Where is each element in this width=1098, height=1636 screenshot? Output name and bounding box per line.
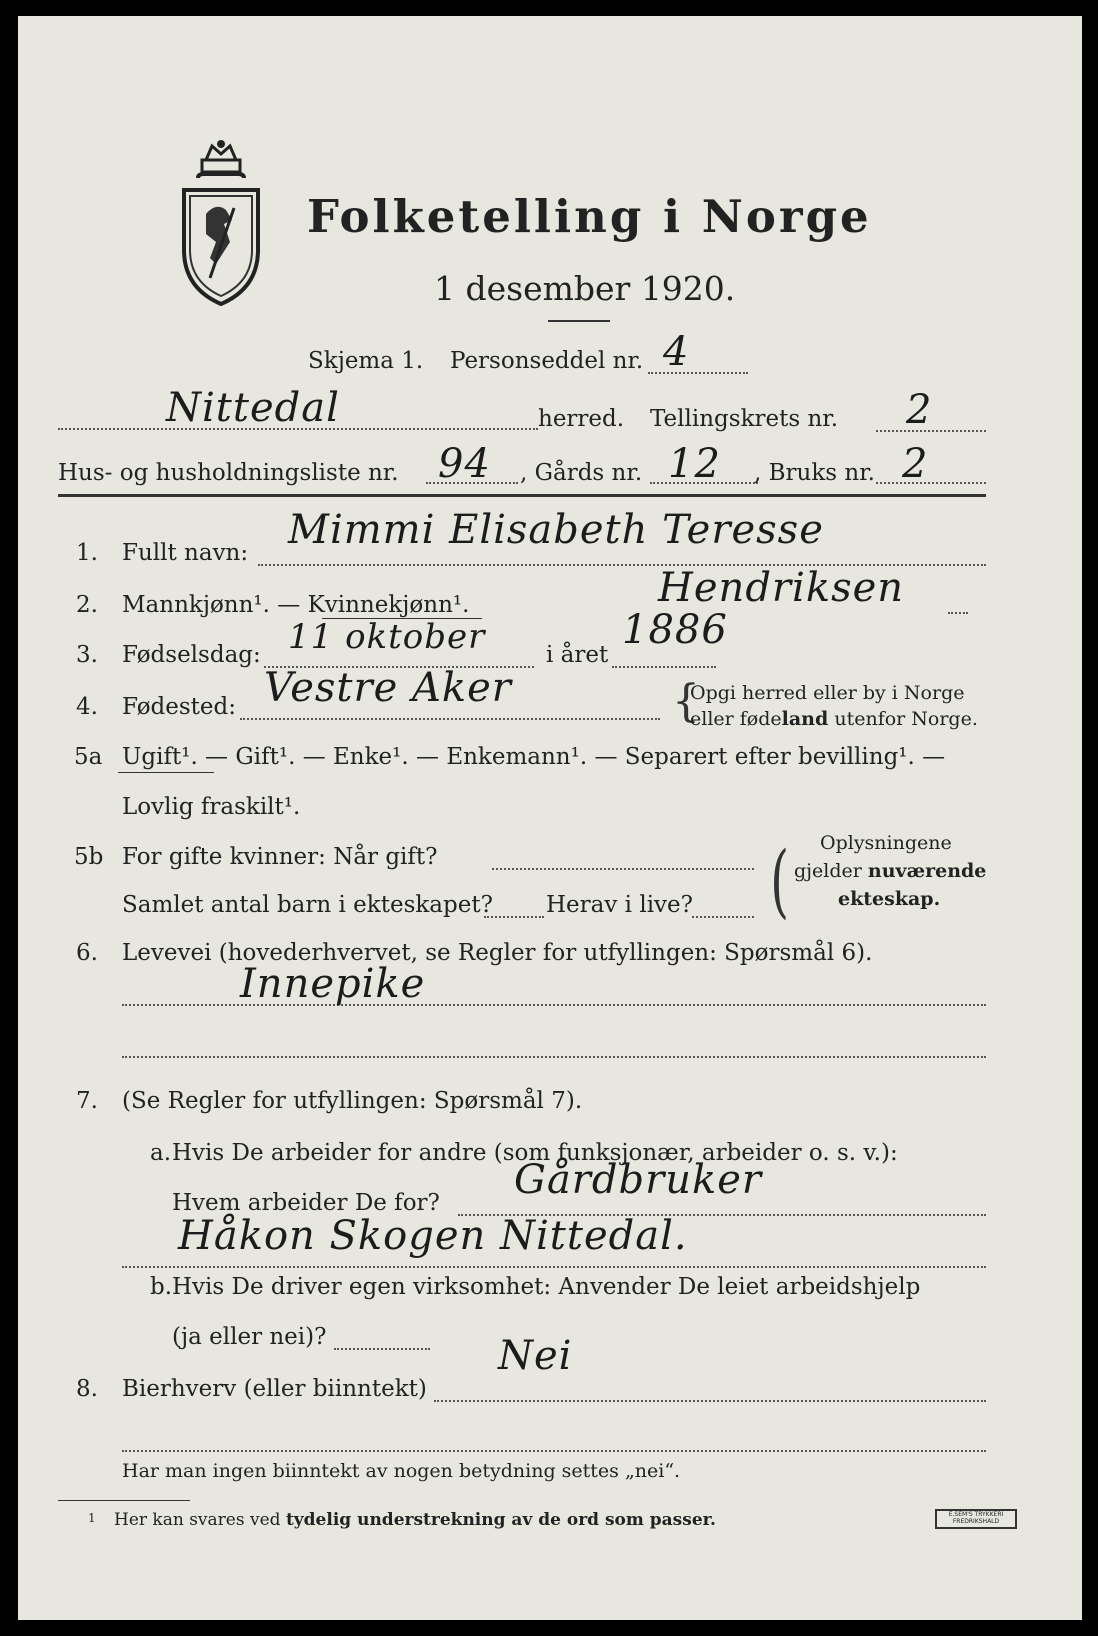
married-when-field[interactable] bbox=[492, 868, 754, 870]
personseddel-label: Personseddel nr. bbox=[450, 348, 644, 374]
marital-status-options[interactable]: Ugift¹. — Gift¹. — Enke¹. — Enkemann¹. — Separert efter bevilling¹. — bbox=[122, 744, 946, 770]
ugift-underline bbox=[118, 772, 214, 773]
skjema-label: Skjema 1. bbox=[308, 348, 424, 374]
marriage-note-line2 bbox=[794, 862, 986, 881]
printer-stamp: E.SEM'S TRYKKERI FREDRIKSHALD bbox=[935, 1509, 1017, 1529]
marriage-note-line3: ekteskap. bbox=[838, 888, 941, 910]
q6-label: Levevei (hovederhvervet, se Regler for utfyllingen: Spørsmål 6). bbox=[122, 940, 873, 966]
q4-label: Fødested: bbox=[122, 694, 237, 720]
side-income-value: Nei bbox=[498, 1333, 573, 1379]
q8-label: Bierhverv (eller biinntekt) bbox=[122, 1376, 427, 1402]
footnote-a: Her kan svares ved bbox=[114, 1510, 286, 1530]
note-line2-c: utenfor Norge. bbox=[828, 708, 978, 730]
herred-label: herred. bbox=[538, 406, 625, 432]
form-title: Folketelling i Norge bbox=[307, 190, 872, 243]
children-alive-field[interactable] bbox=[692, 916, 754, 918]
birthplace-note-line2 bbox=[690, 710, 978, 729]
employer-value: Gårdbruker bbox=[514, 1157, 763, 1203]
side-income-note: Har man ingen biinntekt av nogen betydning settes „nei“. bbox=[122, 1460, 681, 1482]
note-line2-b: land bbox=[781, 708, 829, 730]
marriage-note-brace: ( bbox=[770, 834, 789, 927]
q7a-label: Hvis De arbeider for andre (som funksjonær, arbeider o. s. v.): bbox=[172, 1140, 898, 1166]
birth-year-field[interactable] bbox=[612, 666, 716, 668]
q1-number: 1. bbox=[76, 540, 98, 566]
coat-of-arms-emblem bbox=[176, 138, 266, 306]
footnote-b: tydelig understrekning av de ord som passer. bbox=[285, 1510, 716, 1530]
q1-label: Fullt navn: bbox=[122, 540, 249, 566]
gards-value: 12 bbox=[668, 441, 721, 487]
birth-year-label: i året bbox=[546, 642, 609, 668]
birthplace-note-line1: Opgi herred eller by i Norge bbox=[690, 682, 965, 704]
footnote-rule bbox=[58, 1500, 190, 1501]
hired-help-field[interactable] bbox=[334, 1348, 430, 1350]
birthplace-value: Vestre Aker bbox=[264, 665, 512, 711]
q5b-married-when-label: For gifte kvinner: Når gift? bbox=[122, 844, 438, 870]
birthplace-note-brace: { bbox=[672, 676, 700, 727]
q7a-employer-label: Hvem arbeider De for? bbox=[172, 1190, 440, 1216]
bruks-label: , Bruks nr. bbox=[754, 460, 875, 486]
side-income-field[interactable] bbox=[434, 1400, 986, 1402]
birthplace-field[interactable] bbox=[240, 718, 660, 720]
q3-number: 3. bbox=[76, 642, 98, 668]
personseddel-value: 4 bbox=[663, 329, 690, 375]
q4-number: 4. bbox=[76, 694, 98, 720]
occupation-value: Innepike bbox=[240, 961, 426, 1007]
q7b-letter: b. bbox=[150, 1274, 173, 1300]
footnote-text bbox=[114, 1512, 716, 1529]
tellingskrets-label: Tellingskrets nr. bbox=[650, 406, 839, 432]
header-rule bbox=[58, 494, 986, 497]
marriage-note-2a: gjelder bbox=[794, 860, 868, 882]
marriage-note-2b: nuværende bbox=[867, 860, 987, 882]
footnote-number: 1 bbox=[88, 1511, 96, 1525]
employer-value-2: Håkon Skogen Nittedal. bbox=[178, 1213, 688, 1259]
full-name-value-cont: Hendriksen bbox=[658, 565, 905, 611]
q5b-alive-label: Herav i live? bbox=[546, 892, 693, 918]
q8-number: 8. bbox=[76, 1376, 98, 1402]
birth-year-value: 1886 bbox=[622, 607, 728, 653]
q7a-letter: a. bbox=[150, 1140, 172, 1166]
birthday-value: 11 oktober bbox=[288, 617, 486, 657]
employer-field-2[interactable] bbox=[122, 1266, 986, 1268]
q5b-number: 5b bbox=[74, 844, 104, 870]
herred-value: Nittedal bbox=[166, 385, 340, 431]
occupation-field-2[interactable] bbox=[122, 1056, 986, 1058]
q3-label: Fødselsdag: bbox=[122, 642, 261, 668]
husliste-value: 94 bbox=[438, 441, 491, 487]
q5a-number: 5a bbox=[74, 744, 103, 770]
full-name-value: Mimmi Elisabeth Teresse bbox=[288, 507, 824, 553]
marriage-note-line1: Oplysningene bbox=[820, 832, 952, 854]
bruks-value: 2 bbox=[902, 441, 929, 487]
marital-status-options-cont[interactable]: Lovlig fraskilt¹. bbox=[122, 794, 301, 820]
q7b-label: Hvis De driver egen virksomhet: Anvender De leiet arbeidshjelp bbox=[172, 1274, 921, 1300]
title-divider bbox=[548, 320, 610, 322]
side-income-field-2[interactable] bbox=[122, 1450, 986, 1452]
q7-number: 7. bbox=[76, 1088, 98, 1114]
q7-label: (Se Regler for utfyllingen: Spørsmål 7). bbox=[122, 1088, 583, 1114]
q2-number: 2. bbox=[76, 592, 98, 618]
bruks-field[interactable] bbox=[876, 482, 986, 484]
gards-label: , Gårds nr. bbox=[520, 460, 643, 486]
q6-number: 6. bbox=[76, 940, 98, 966]
note-line2-a: eller føde bbox=[690, 708, 782, 730]
name-cont-field bbox=[948, 612, 968, 614]
q5b-children-label: Samlet antal barn i ekteskapet? bbox=[122, 892, 493, 918]
census-form bbox=[18, 16, 1082, 1620]
form-date: 1 desember 1920. bbox=[434, 269, 736, 308]
q7b-label-cont: (ja eller nei)? bbox=[172, 1324, 327, 1350]
children-total-field[interactable] bbox=[484, 916, 544, 918]
gender-options[interactable]: Mannkjønn¹. — Kvinnekjønn¹. bbox=[122, 592, 470, 618]
husliste-label: Hus- og husholdningsliste nr. bbox=[58, 460, 399, 486]
tellingskrets-value: 2 bbox=[906, 387, 933, 433]
